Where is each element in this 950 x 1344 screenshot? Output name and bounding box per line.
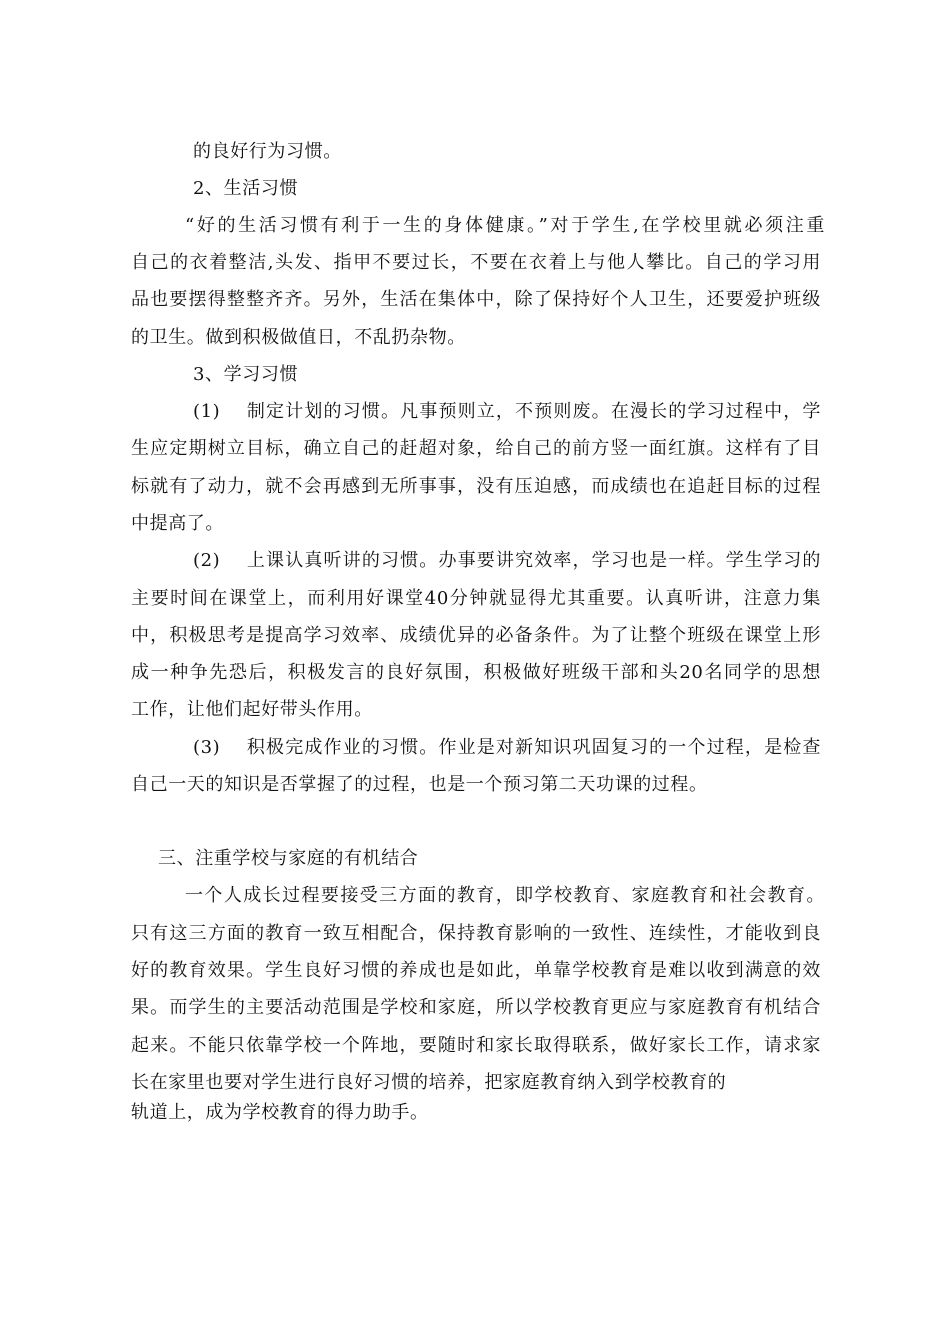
text-line: 的卫生。做到积极做值日，不乱扔杂物。	[131, 327, 466, 348]
text-line: 好的教育效果。学生良好习惯的养成也是如此，单靠学校教育是难以收到满意的效	[131, 960, 821, 981]
text-line: 轨道上，成为学校教育的得力助手。	[131, 1102, 429, 1123]
text-line: 的良好行为习惯。	[193, 141, 342, 162]
text-line: (3) 积极完成作业的习惯。作业是对新知识巩固复习的一个过程，是检查	[193, 737, 821, 758]
text-line: 中提高了。	[131, 513, 224, 534]
subheading-life-habits: 2、生活习惯	[193, 178, 299, 199]
text-line: (2) 上课认真听讲的习惯。办事要讲究效率，学习也是一样。学生学习的	[193, 550, 821, 571]
text-line: (1) 制定计划的习惯。凡事预则立，不预则废。在漫长的学习过程中，学	[193, 401, 821, 422]
text-line: 中，积极思考是提高学习效率、成绩优异的必备条件。为了让整个班级在课堂上形	[131, 625, 821, 646]
section-heading: 三、注重学校与家庭的有机结合	[158, 848, 419, 869]
text-line: 一个人成长过程要接受三方面的教育，即学校教育、家庭教育和社会教育。	[185, 885, 825, 906]
text-line: 标就有了动力，就不会再感到无所事事，没有压迫感，而成绩也在追赶目标的过程	[131, 476, 821, 497]
text-line: 品也要摆得整整齐齐。另外，生活在集体中，除了保持好个人卫生，还要爱护班级	[131, 289, 821, 310]
text-line: 自己的衣着整洁,头发、指甲不要过长，不要在衣着上与他人攀比。自己的学习用	[131, 252, 821, 273]
text-line: 生应定期树立目标，确立自己的赶超对象，给自己的前方竖一面红旗。这样有了目	[131, 438, 821, 459]
subheading-study-habits: 3、学习习惯	[193, 364, 299, 385]
text-line: 只有这三方面的教育一致互相配合，保持教育影响的一致性、连续性，才能收到良	[131, 923, 821, 944]
text-line: “好的生活习惯有利于一生的身体健康。”对于学生,在学校里就必须注重	[185, 215, 825, 236]
text-line: 成一种争先恐后，积极发言的良好氛围，积极做好班级干部和头20名同学的思想	[131, 662, 821, 683]
text-line: 果。而学生的主要活动范围是学校和家庭，所以学校教育更应与家庭教育有机结合	[131, 997, 821, 1018]
text-line: 工作，让他们起好带头作用。	[131, 699, 373, 720]
text-line: 起来。不能只依靠学校一个阵地，要随时和家长取得联系，做好家长工作，请求家	[131, 1035, 821, 1056]
text-line: 长在家里也要对学生进行良好习惯的培养，把家庭教育纳入到学校教育的	[131, 1072, 727, 1093]
text-line: 自己一天的知识是否掌握了的过程，也是一个预习第二天功课的过程。	[131, 774, 708, 795]
text-line: 主要时间在课堂上，而利用好课堂40分钟就显得尤其重要。认真听讲，注意力集	[131, 588, 821, 609]
